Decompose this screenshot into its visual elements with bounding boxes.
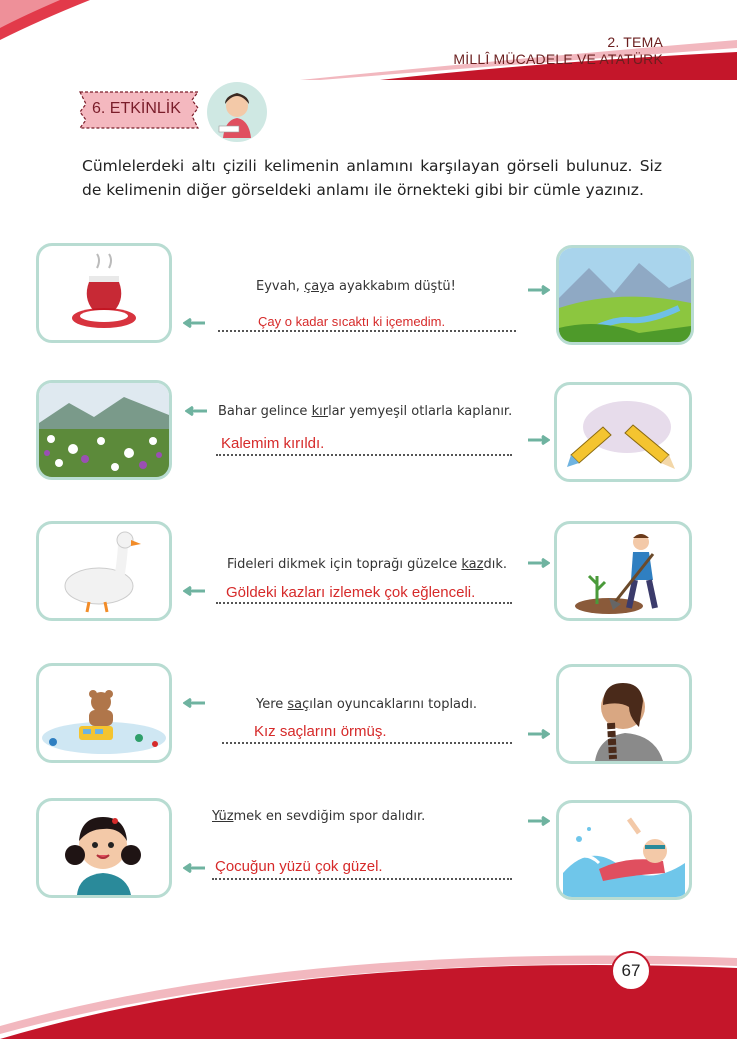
child-writing-icon	[205, 80, 269, 144]
row5-sentence: Yüzmek en sevdiğim spor dalıdır.	[212, 809, 426, 824]
row4-underlined-word: saç	[287, 697, 310, 712]
row1-answer-line	[218, 330, 516, 332]
row3-left-card[interactable]	[36, 521, 172, 621]
goose-icon	[39, 524, 169, 618]
page-number: 67	[611, 951, 651, 991]
row1-left-card[interactable]	[36, 243, 172, 343]
theme-number: 2. TEMA	[607, 34, 663, 50]
row1-left-arrow-icon	[183, 318, 205, 328]
broken-pencil-icon	[557, 385, 689, 479]
row1-right-arrow-icon	[528, 285, 550, 295]
row1-underlined-word: çay	[304, 279, 327, 294]
row5-answer-line	[212, 878, 512, 880]
row5-right-card[interactable]	[556, 800, 692, 900]
activity-badge-label: 6. ETKİNLİK	[92, 100, 181, 117]
row2-left-card[interactable]	[36, 380, 172, 480]
row3-underlined-word: kaz	[461, 557, 484, 572]
row3-sentence: Fideleri dikmek için toprağı güzelce kazdık.	[227, 557, 507, 572]
swimming-child-icon	[559, 803, 689, 897]
theme-title	[453, 34, 663, 68]
row1-right-card[interactable]	[556, 245, 694, 345]
theme-name: MİLLÎ MÜCADELE VE ATATÜRK	[453, 51, 663, 67]
row5-underlined-word: Yüz	[212, 809, 234, 824]
row2-answer-line	[216, 454, 512, 456]
girl-face-icon	[39, 801, 169, 895]
row3-right-arrow-icon	[528, 558, 550, 568]
row4-right-card[interactable]	[556, 664, 692, 764]
flower-field-icon	[39, 383, 169, 477]
row4-answer: Kız saçlarını örmüş.	[254, 723, 387, 740]
row5-right-arrow-icon	[528, 816, 550, 826]
row2-underlined-word: kır	[311, 404, 329, 419]
scattered-toys-icon	[39, 666, 169, 760]
row4-left-card[interactable]	[36, 663, 172, 763]
row3-answer-line	[216, 602, 512, 604]
row5-left-card[interactable]	[36, 798, 172, 898]
row5-left-arrow-icon	[183, 863, 205, 873]
row3-answer: Göldeki kazları izlemek çok eğlenceli.	[226, 584, 476, 601]
row2-right-card[interactable]	[554, 382, 692, 482]
row2-right-arrow-icon	[528, 435, 550, 445]
row5-answer: Çocuğun yüzü çok güzel.	[215, 858, 383, 875]
row4-right-arrow-icon	[528, 729, 550, 739]
row4-answer-line	[222, 742, 512, 744]
row2-answer: Kalemim kırıldı.	[221, 435, 325, 452]
row1-answer: Çay o kadar sıcaktı ki içemedim.	[258, 314, 446, 329]
row3-left-arrow-icon	[183, 586, 205, 596]
row3-right-card[interactable]	[554, 521, 692, 621]
row1-sentence: Eyvah, çaya ayakkabım düştü!	[256, 279, 456, 294]
boy-digging-icon	[557, 524, 689, 618]
row2-left-arrow-icon	[185, 406, 207, 416]
row2-sentence: Bahar gelince kırlar yemyeşil otlarla kaplanır.	[218, 404, 513, 419]
row4-sentence: Yere saçılan oyuncaklarını topladı.	[256, 697, 478, 712]
braided-hair-icon	[559, 667, 689, 761]
row4-left-arrow-icon	[183, 698, 205, 708]
tea-glass-icon	[39, 246, 169, 340]
instructions: Cümlelerdeki altı çizili kelimenin anlamını karşılayan görseli bulunuz. Siz de kelimenin diğer görseldeki anlamı ile örnekteki gibi bir cümle yazınız.	[82, 157, 662, 199]
meadow-river-icon	[559, 248, 691, 342]
